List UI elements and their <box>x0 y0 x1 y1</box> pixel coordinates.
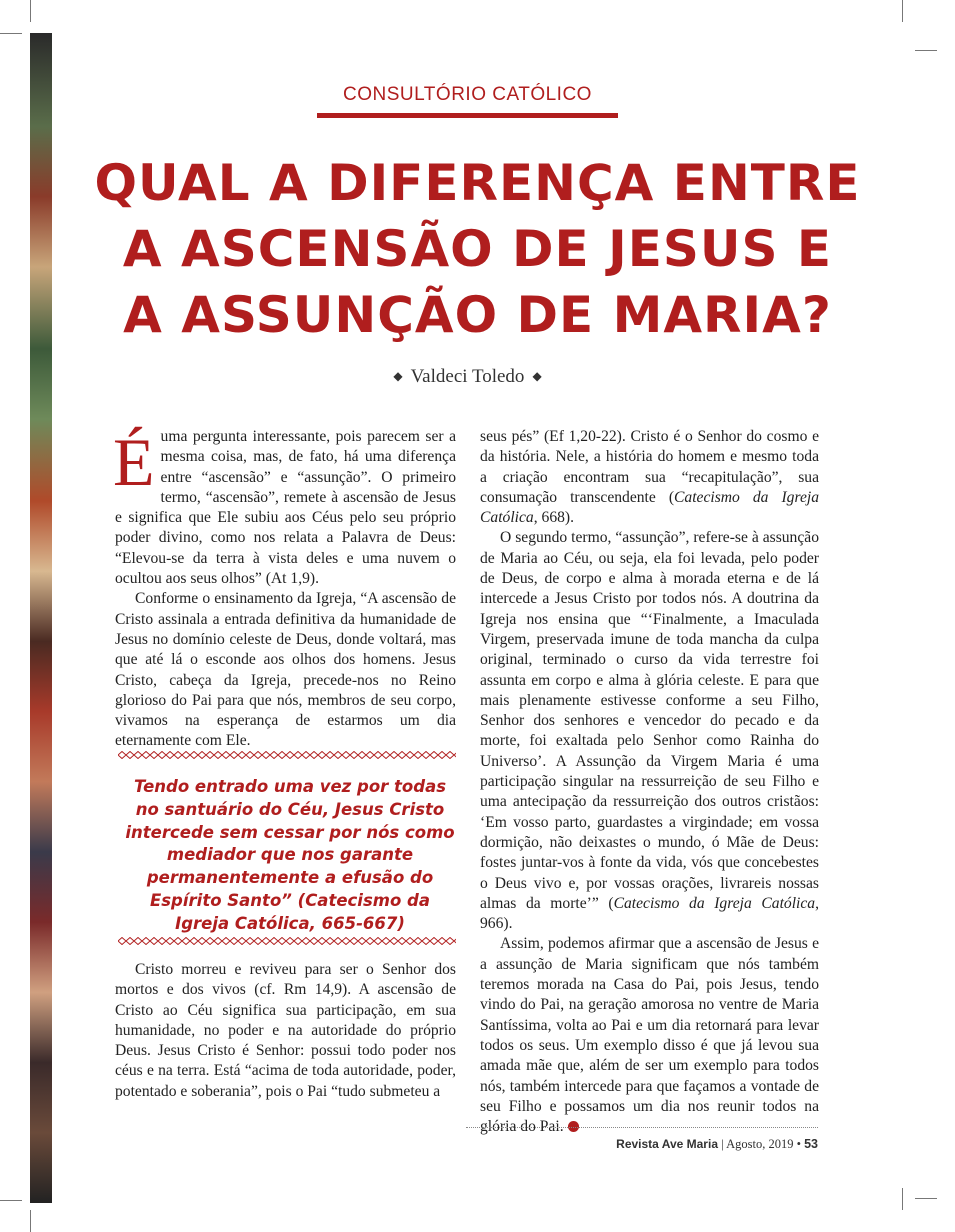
crop-mark <box>915 1198 937 1199</box>
pull-quote: Tendo entrado uma vez por todas no santuário do Céu, Jesus Cristo intercede sem cessar por nós como mediador que nos garante permanentemente a efusão do Espírito Santo” (Catecismo da Igreja Católica, 665-667) <box>125 777 455 933</box>
intro-paragraph: Éuma pergunta interessante, pois parecem ser a mesma coisa, mas, de fato, há uma diferença entre “ascensão” e “assunção”. O primeiro termo, “ascensão”, remete à ascensão de Jesus e significa que Ele subiu aos Céus pelo seu próprio poder divino, como nos relata a Palavra de Deus: “Elevou-se da terra à vista deles e uma nuvem o ocultou aos seus olhos” (At 1,9). <box>113 424 456 588</box>
crop-mark <box>915 50 937 51</box>
crop-mark <box>30 1210 31 1232</box>
crop-mark <box>902 1188 903 1210</box>
footer-rule <box>466 1127 818 1128</box>
citation: Catecismo da Igreja Católica <box>613 894 816 912</box>
title-line-1: QUAL A DIFERENÇA ENTRE <box>94 154 861 212</box>
body-paragraph: seus pés” (Ef 1,20-22). Cristo é o Senhor do cosmo e da história. Nele, a história do homem e mesmo toda a criação encontram sua “recapitulação”, sua consumação transcendente (Catecismo da Igreja Católica, 668). <box>480 428 819 527</box>
section-rule <box>317 113 618 118</box>
title-line-3: A ASSUNÇÃO DE MARIA? <box>123 286 832 344</box>
crop-mark <box>0 1200 22 1201</box>
diamond-icon: ◆ <box>532 369 542 383</box>
footer-separator: | <box>721 1137 724 1151</box>
body-paragraph: Cristo morreu e reviveu para ser o Senhor dos mortos e dos vivos (cf. Rm 14,9). A ascensão de Cristo ao Céu significa sua participação, em sua humanidade, no poder e na autoridade do próprio Deus. Jesus Cristo é Senhor: possui todo poder nos céus e na terra. Está “acima de toda autoridade, poder, potentado e soberania”, pois o Pai “tudo submeteu a <box>115 961 456 1100</box>
page-number: 53 <box>804 1137 818 1151</box>
left-column-top <box>113 424 456 752</box>
section-label: CONSULTÓRIO CATÓLICO <box>343 84 592 105</box>
title-line-2: A ASCENSÃO DE JESUS E <box>122 220 833 278</box>
article-title <box>80 150 875 348</box>
body-paragraph: Assim, podemos afirmar que a ascensão de Jesus e a assunção de Maria significam que nós também teremos morada na Casa do Pai, pois Jesus, tendo vindo do Pai, na geração amorosa no ventre de Maria Santíssima, volta ao Pai e um dia retornará para levar todos os seus. Um exemplo disso é que já levou sua amada mãe que, além de ser um exemplo para todos nós, também intercede para que façamos a vontade de seu Filho e possamos um dia nos reunir todos na glória do Pai. <box>480 935 819 1136</box>
crop-mark <box>902 0 903 22</box>
issue-date: Agosto, 2019 <box>726 1137 794 1151</box>
footer-dot: • <box>796 1137 801 1151</box>
left-column-bottom <box>115 960 456 1102</box>
zigzag-divider <box>118 751 456 759</box>
citation: Catecismo da Igreja Católica <box>480 488 819 527</box>
author-name: Valdeci Toledo <box>410 366 525 387</box>
drop-cap: É <box>113 424 155 500</box>
crop-mark <box>30 0 31 22</box>
magazine-name: Revista Ave Maria <box>616 1137 718 1151</box>
right-column <box>480 427 819 1137</box>
author-byline <box>0 366 935 388</box>
body-paragraph: Conforme o ensinamento da Igreja, “A ascensão de Cristo assinala a entrada definitiva da humanidade de Jesus no domínio celeste de Deus, donde voltará, mas que até lá o esconde aos olhos dos homens. Jesus Cristo, cabeça da Igreja, precede-nos no Reino glorioso do Pai para que nós, membros de seu corpo, vivamos na esperança de estarmos um dia eternamente com Ele. <box>115 590 456 750</box>
body-paragraph: O segundo termo, “assunção”, refere-se à assunção de Maria ao Céu, ou seja, ela foi levada, pelo poder de Deus, de corpo e alma à morada eterna e de lá intercede a Jesus Cristo por todos nós. A doutrina da Igreja nos ensina que “‘Finalmente, a Imaculada Virgem, preservada imune de toda mancha da culpa original, terminado o curso da vida terrestre foi assunta em corpo e alma à glória celeste. E para que mais plenamente estivesse conforme a seu Filho, Senhor dos senhores e vencedor do pecado e da morte, foi exaltada pelo Senhor como Rainha do Universo’. A Assunção da Virgem Maria é uma participação singular na ressurreição de seu Filho e uma antecipação da ressurreição dos outros cristãos: ‘Em vosso parto, guardastes a virgindade; em vossa dormição, não deixastes o mundo, ó Mãe de Deus: fostes juntar-vos à fonte da vida, vós que concebestes o Deus vivo e, por vossas orações, livrareis nossas almas da morte’” (Catecismo da Igreja Católica, 966). <box>480 529 819 933</box>
diamond-icon: ◆ <box>393 369 403 383</box>
pull-quote-reference: Catecismo da Igreja Católica <box>175 890 431 933</box>
side-image-strip <box>30 33 52 1203</box>
page-footer <box>466 1137 818 1152</box>
crop-mark <box>0 33 22 34</box>
zigzag-divider <box>118 937 456 945</box>
